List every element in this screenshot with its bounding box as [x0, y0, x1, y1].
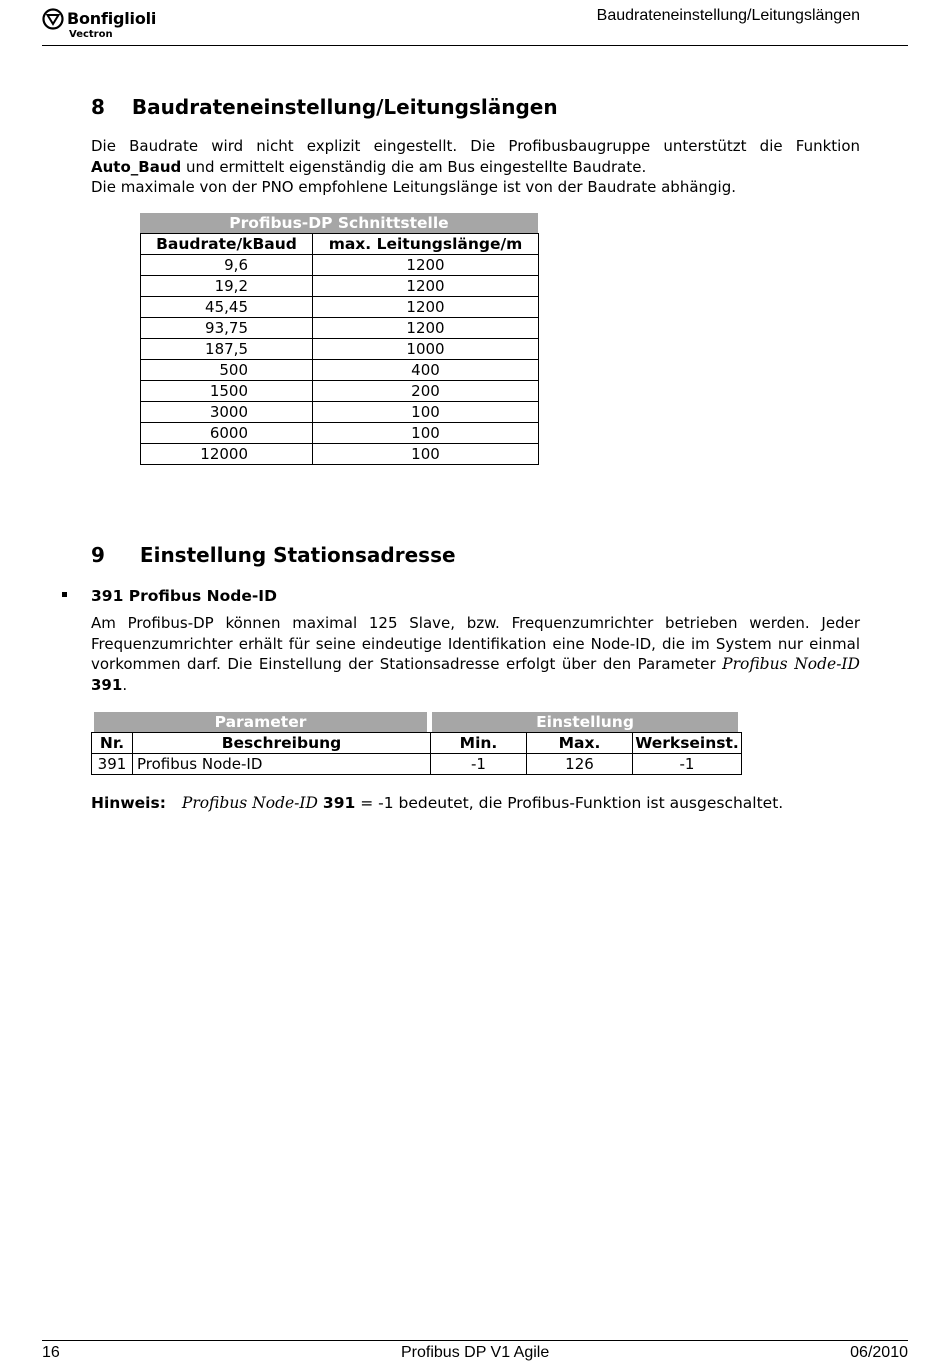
logo-brand-text: Bonfiglioli [67, 9, 157, 28]
note-param-name: Profibus Node-ID [181, 794, 318, 812]
baudrate-table-caption: Profibus-DP Schnittstelle [140, 213, 538, 233]
default-cell: -1 [633, 754, 742, 775]
param-name-reference: Profibus Node-ID [722, 655, 860, 673]
section-8-heading [91, 95, 558, 119]
section-8-title: Baudrateneinstellung/Leitungslängen [131, 95, 558, 119]
table-row [141, 339, 539, 360]
col-header-werkseinst: Werkseinst. [633, 733, 742, 754]
length-cell: 200 [313, 381, 539, 402]
length-cell: 100 [313, 402, 539, 423]
parameter-table-captions [91, 712, 741, 732]
note [91, 794, 783, 812]
section-8-paragraph [91, 136, 860, 198]
section-9-heading [91, 543, 456, 567]
baudrate-cell: 187,5 [141, 339, 313, 360]
table-row [141, 402, 539, 423]
header-divider [42, 45, 908, 46]
baudrate-cell: 3000 [141, 402, 313, 423]
paragraph-end: . [122, 675, 128, 694]
section-8-number: 8 [91, 95, 105, 119]
table-row [141, 360, 539, 381]
baudrate-cell: 45,45 [141, 297, 313, 318]
section-8-line-1 [91, 136, 860, 157]
table-row [141, 381, 539, 402]
length-cell: 1200 [313, 255, 539, 276]
section-9-paragraph [91, 613, 860, 695]
baudrate-cell: 19,2 [141, 276, 313, 297]
page-number: 16 [42, 1344, 60, 1361]
node-id-description: Am Profibus-DP können maximal 125 Slave, bzw. Frequenzumrichter betrieben werden. Jeder Frequenzumrichter erhält für seine eindeutige Identifikation eine Node-ID, die im System nur einmal vorkommen darf. Die Einstellung der Stationsadresse erfolgt über den Parameter [91, 614, 860, 673]
baudrate-cell: 6000 [141, 423, 313, 444]
col-header-baudrate: Baudrate/kBaud [141, 234, 313, 255]
header-title: Baudrateneinstellung/Leitungslängen [596, 7, 860, 24]
logo-sub-text: Vectron [69, 29, 113, 40]
parameter-item-title: 391 Profibus Node-ID [91, 587, 277, 605]
p1-text-b: und ermittelt eigenständig die am Bus eingestellte Baudrate. [186, 157, 647, 176]
nr-cell: 391 [92, 754, 133, 775]
caption-einstellung: Einstellung [432, 712, 738, 732]
footer-doc-title: Profibus DP V1 Agile [401, 1344, 550, 1361]
table-row [141, 318, 539, 339]
bullet-icon [62, 592, 67, 597]
table-row [141, 297, 539, 318]
baudrate-cell: 1500 [141, 381, 313, 402]
length-cell: 1000 [313, 339, 539, 360]
note-text: = -1 bedeutet, die Profibus-Funktion ist ausgeschaltet. [360, 794, 784, 812]
company-logo [42, 8, 182, 44]
baudrate-cell: 500 [141, 360, 313, 381]
baudrate-cell: 93,75 [141, 318, 313, 339]
col-header-max: Max. [527, 733, 633, 754]
description-cell: Profibus Node-ID [133, 754, 431, 775]
table-row [141, 444, 539, 465]
footer-divider [42, 1340, 908, 1341]
length-cell: 400 [313, 360, 539, 381]
param-number-reference: 391 [91, 675, 123, 694]
section-9-title: Einstellung Stationsadresse [139, 543, 456, 567]
section-8-line-3: Die maximale von der PNO empfohlene Leitungslänge ist von der Baudrate abhängig. [91, 178, 737, 196]
col-header-length: max. Leitungslänge/m [313, 234, 539, 255]
table-row [141, 423, 539, 444]
col-header-beschreibung: Beschreibung [133, 733, 431, 754]
parameter-table [91, 712, 741, 775]
length-cell: 1200 [313, 276, 539, 297]
table-row [92, 754, 742, 775]
baudrate-cell: 12000 [141, 444, 313, 465]
table-row [141, 276, 539, 297]
footer-date: 06/2010 [850, 1344, 908, 1361]
bonfiglioli-logo-icon [42, 8, 64, 30]
section-9-number: 9 [91, 543, 105, 567]
length-cell: 100 [313, 444, 539, 465]
length-cell: 1200 [313, 297, 539, 318]
note-label: Hinweis: [91, 794, 166, 812]
section-8-line-2 [91, 157, 860, 178]
p1-text-a: Die Baudrate wird nicht explizit eingestellt. Die Profibusbaugruppe unterstützt die Funktion [91, 137, 860, 155]
length-cell: 1200 [313, 318, 539, 339]
baudrate-cell: 9,6 [141, 255, 313, 276]
baudrate-table [140, 213, 538, 465]
max-cell: 126 [527, 754, 633, 775]
col-header-nr: Nr. [92, 733, 133, 754]
col-header-min: Min. [431, 733, 527, 754]
min-cell: -1 [431, 754, 527, 775]
table-row [141, 255, 539, 276]
length-cell: 100 [313, 423, 539, 444]
caption-parameter: Parameter [94, 712, 427, 732]
note-param-number: 391 [322, 794, 356, 812]
auto-baud-term: Auto_Baud [91, 157, 182, 176]
